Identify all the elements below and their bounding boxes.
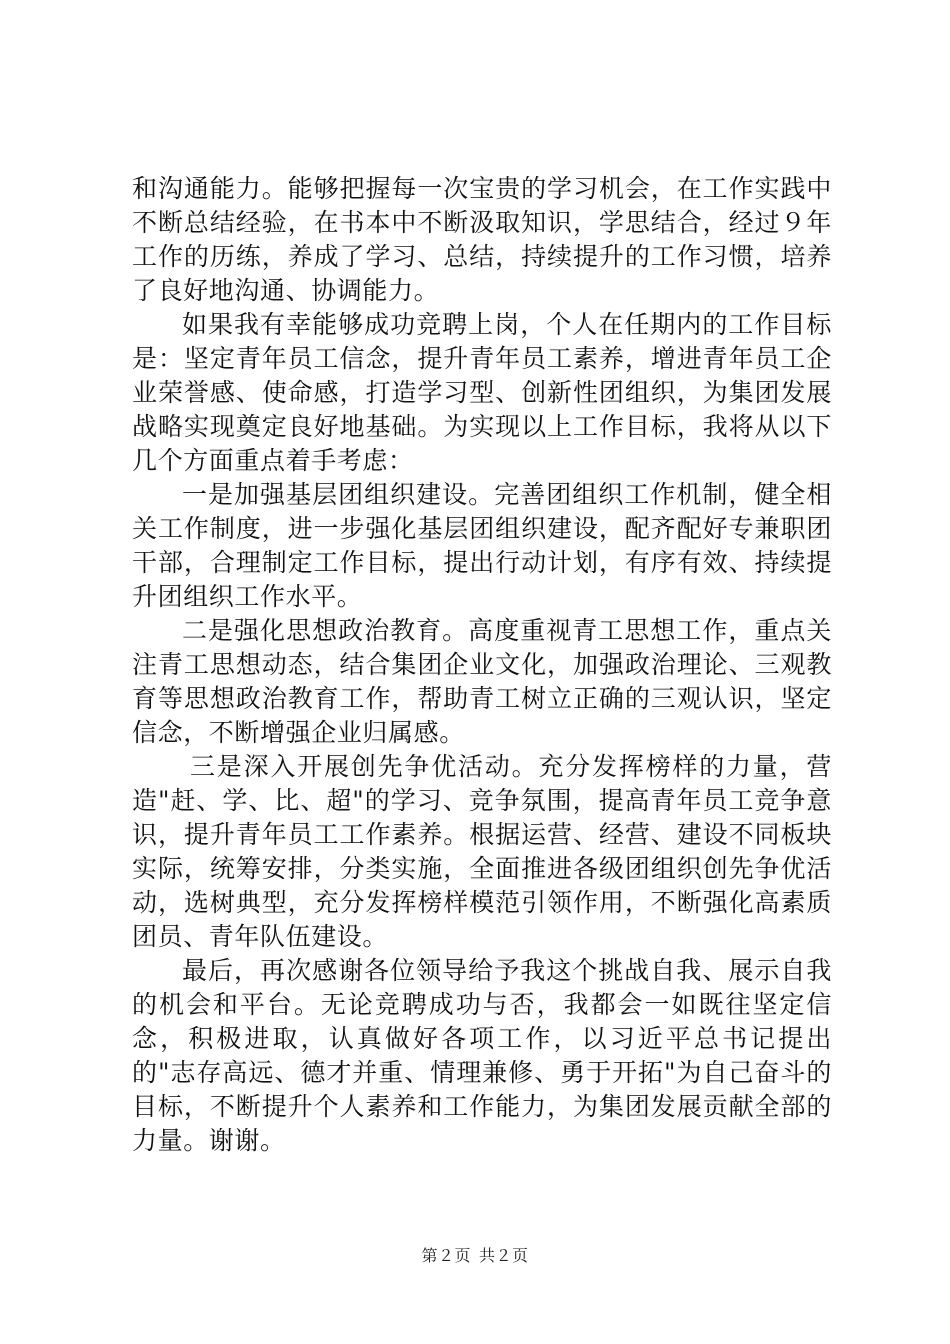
paragraph-point-three: 三是深入开展创先争优活动。充分发挥榜样的力量，营造"赶、学、比、超"的学习、竞争氛围，提高青年员工竞争意识，提升青年员工工作素养。根据运营、经营、建设不同板块实际，统筹安排，分类实施，全面推进各级团组织创先争优活动，选树典型，充分发挥榜样模范引领作用，不断强化高素质团员、青年队伍建设。 bbox=[132, 752, 832, 951]
page-number: 第２页 bbox=[421, 1246, 471, 1265]
paragraph-point-one: 一是加强基层团组织建设。完善团组织工作机制，健全相关工作制度，进一步强化基层团组织建设，配齐配好专兼职团干部，合理制定工作目标，提出行动计划，有序有效、持续提升团组织工作水平。 bbox=[132, 480, 832, 611]
page-footer bbox=[0, 1243, 950, 1266]
paragraph-work-goals: 如果我有幸能够成功竞聘上岗，个人在任期内的工作目标是：坚定青年员工信念，提升青年员工素养，增进青年员工企业荣誉感、使命感，打造学习型、创新性团组织，为集团发展战略实现奠定良好地基础。为实现以上工作目标，我将从以下几个方面重点着手考虑： bbox=[132, 310, 832, 475]
paragraph-point-two: 二是强化思想政治教育。高度重视青工思想工作，重点关注青工思想动态，结合集团企业文化，加强政治理论、三观教育等思想政治教育工作，帮助青工树立正确的三观认识，坚定信念，不断增强企业归属感。 bbox=[132, 616, 832, 747]
paragraph-continuation: 和沟通能力。能够把握每一次宝贵的学习机会，在工作实践中不断总结经验，在书本中不断汲取知识，学思结合，经过９年工作的历练，养成了学习、总结，持续提升的工作习惯，培养了良好地沟通、协调能力。 bbox=[132, 174, 832, 305]
document-body bbox=[132, 172, 832, 1158]
page-total: 共２页 bbox=[479, 1246, 529, 1265]
paragraph-closing: 最后，再次感谢各位领导给予我这个挑战自我、展示自我的机会和平台。无论竞聘成功与否，我都会一如既往坚定信念，积极进取，认真做好各项工作，以习近平总书记提出的"志存高远、德才并重、情理兼修、勇于开拓"为自己奋斗的目标，不断提升个人素养和工作能力，为集团发展贡献全部的力量。谢谢。 bbox=[132, 956, 832, 1155]
